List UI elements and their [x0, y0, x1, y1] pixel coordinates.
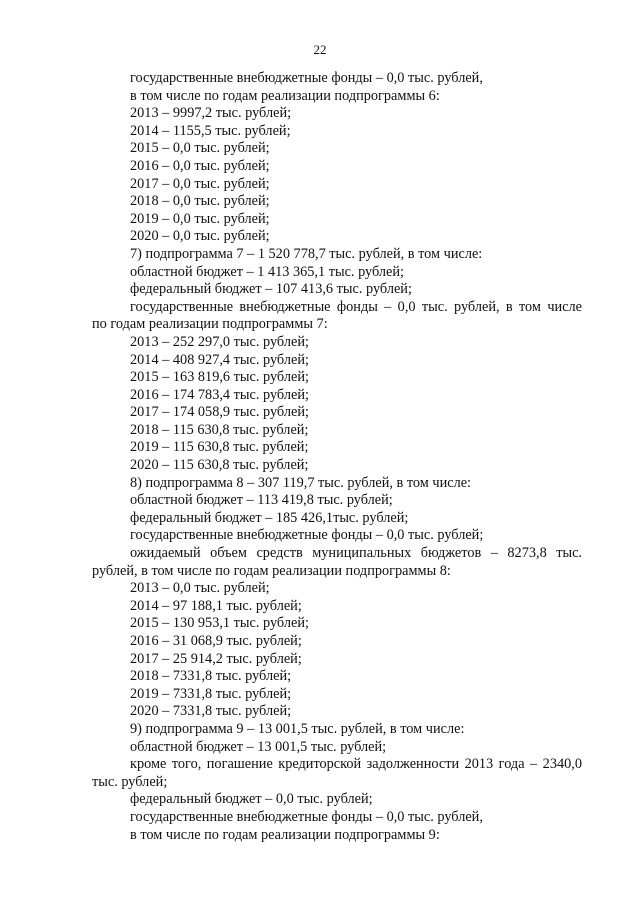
text-line: 2013 – 9997,2 тыс. рублей;: [130, 105, 292, 122]
text-line: 2018 – 115 630,8 тыс. рублей;: [130, 421, 309, 438]
text-line: тыс. рублей;: [92, 773, 168, 790]
text-line: 2014 – 1155,5 тыс. рублей;: [130, 122, 291, 139]
text-line: 7) подпрограмма 7 – 1 520 778,7 тыс. рублей, в том числе:: [130, 245, 483, 262]
text-line: областной бюджет – 113 419,8 тыс. рублей;: [130, 492, 393, 509]
text-line: 2019 – 7331,8 тыс. рублей;: [130, 685, 292, 702]
text-line: в том числе по годам реализации подпрограммы 6:: [130, 87, 440, 104]
text-line: 8) подпрограмма 8 – 307 119,7 тыс. рублей, в том числе:: [130, 474, 472, 491]
text-line: 2017 – 0,0 тыс. рублей;: [130, 175, 270, 192]
text-line: 2018 – 7331,8 тыс. рублей;: [130, 668, 292, 685]
text-line: рублей, в том числе по годам реализации подпрограммы 8:: [92, 562, 451, 579]
text-line: 2017 – 25 914,2 тыс. рублей;: [130, 650, 302, 667]
text-line: 2016 – 174 783,4 тыс. рублей;: [130, 386, 309, 403]
text-line: 2016 – 31 068,9 тыс. рублей;: [130, 633, 302, 649]
text-line: 2015 – 0,0 тыс. рублей;: [130, 140, 270, 157]
text-line: 2019 – 115 630,8 тыс. рублей;: [130, 439, 309, 456]
text-line: 2020 – 115 630,8 тыс. рублей;: [130, 457, 309, 474]
text-line: государственные внебюджетные фонды – 0,0 тыс. рублей;: [130, 527, 484, 544]
text-line: 2015 – 130 953,1 тыс. рублей;: [130, 615, 309, 632]
text-line: 2020 – 7331,8 тыс. рублей;: [130, 703, 292, 720]
text-line: областной бюджет – 13 001,5 тыс. рублей;: [130, 738, 387, 755]
text-line: областной бюджет – 1 413 365,1 тыс. рублей;: [130, 263, 405, 280]
text-line: федеральный бюджет – 185 426,1тыс. рублей;: [130, 509, 409, 526]
text-line: федеральный бюджет – 0,0 тыс. рублей;: [130, 791, 373, 808]
text-line: 2015 – 163 819,6 тыс. рублей;: [130, 369, 309, 386]
text-line: государственные внебюджетные фонды – 0,0 тыс. рублей, в том числе: [130, 298, 582, 315]
text-line: 2016 – 0,0 тыс. рублей;: [130, 157, 270, 174]
text-line: 2020 – 0,0 тыс. рублей;: [130, 228, 270, 245]
text-line: государственные внебюджетные фонды – 0,0 тыс. рублей,: [130, 70, 483, 86]
text-line: 2014 – 97 188,1 тыс. рублей;: [130, 597, 302, 614]
text-line: ожидаемый объем средств муниципальных бюджетов – 8273,8 тыс.: [130, 545, 582, 562]
text-line: 9) подпрограмма 9 – 13 001,5 тыс. рублей, в том числе:: [130, 720, 465, 737]
text-line: 2017 – 174 058,9 тыс. рублей;: [130, 404, 309, 421]
text-line: кроме того, погашение кредиторской задолженности 2013 года – 2340,0: [130, 756, 582, 773]
document-body: [92, 70, 582, 844]
text-line: 2014 – 408 927,4 тыс. рублей;: [130, 351, 309, 368]
text-line: федеральный бюджет – 107 413,6 тыс. рублей;: [130, 281, 412, 298]
text-line: 2018 – 0,0 тыс. рублей;: [130, 193, 270, 210]
page-number: 22: [313, 42, 327, 57]
text-line: в том числе по годам реализации подпрограммы 9:: [130, 826, 440, 843]
text-line: по годам реализации подпрограммы 7:: [92, 316, 328, 333]
text-line: 2013 – 252 297,0 тыс. рублей;: [130, 333, 309, 350]
text-line: 2013 – 0,0 тыс. рублей;: [130, 580, 270, 597]
text-line: 2019 – 0,0 тыс. рублей;: [130, 210, 270, 227]
text-line: государственные внебюджетные фонды – 0,0 тыс. рублей,: [130, 808, 483, 825]
